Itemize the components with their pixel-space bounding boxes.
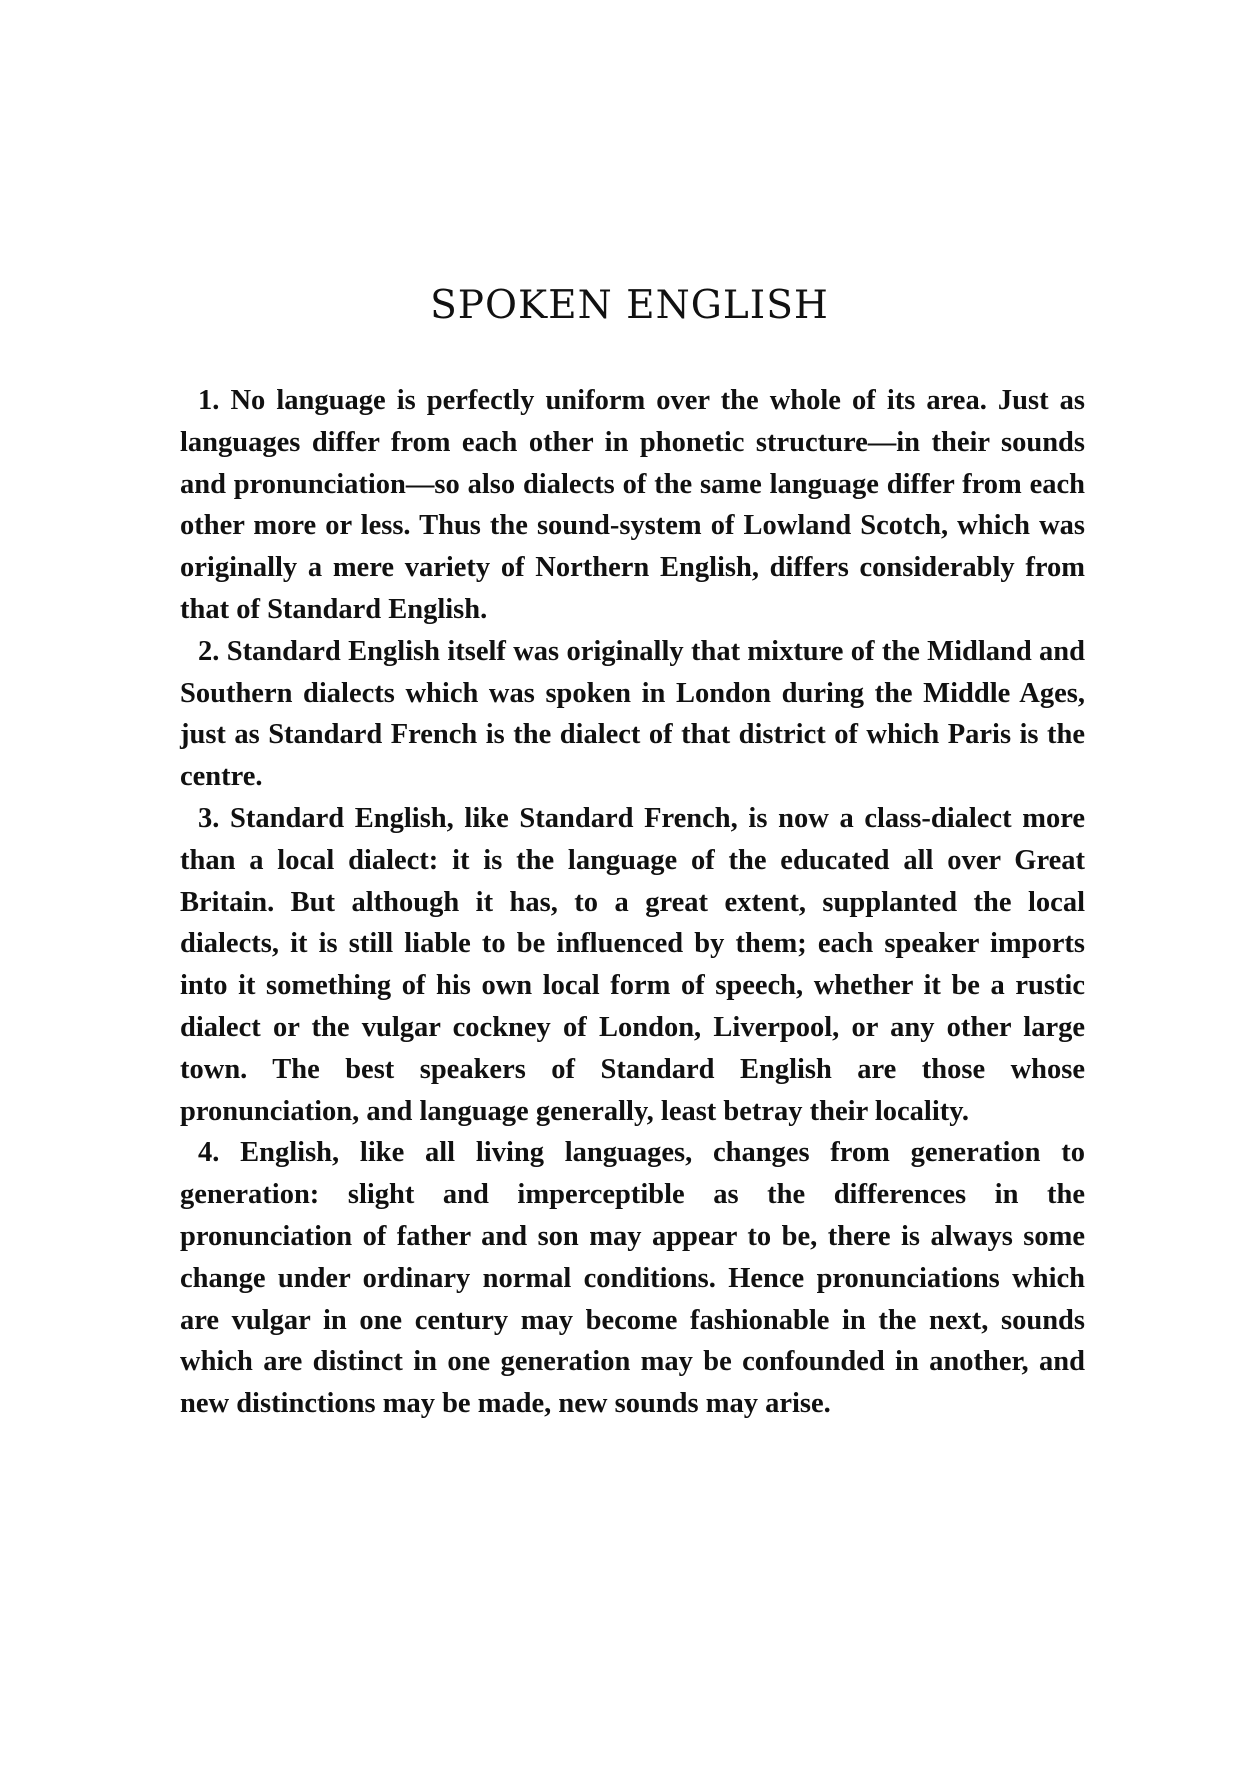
paragraph-text: No language is perfectly uniform over the whole of its area. Just as languages differ from each other in phonetic structure—in their sounds and pronunciation—so also dialects of the same language differ from each other more or less. Thus the sound-system of Lowland Scotch, which was originally a mere variety of Northern English, differs considerably from that of Standard English. bbox=[180, 385, 1085, 625]
body-text bbox=[180, 380, 1085, 1425]
paragraph-text: Standard English, like Standard French, is now a class-dialect more than a local dialect: it is the language of the educated all over Great Britain. But although it has, to a great extent, supplanted the local dialects, it is still liable to be influenced by them; each speaker imports into it something of his own local form of speech, whether it be a rustic dialect or the vulgar cockney of London, Liverpool, or any other large town. The best speakers of Standard English are those whose pronunciation, and language generally, least betray their locality. bbox=[180, 802, 1086, 1127]
paragraph-number: 3. bbox=[198, 802, 220, 834]
paragraph-number: 2. bbox=[198, 635, 220, 667]
paragraph-2 bbox=[180, 631, 1085, 798]
paragraph-4 bbox=[180, 1132, 1085, 1425]
paragraph-text: Standard English itself was originally that mixture of the Midland and Southern dialects which was spoken in London during the Middle Ages, just as Standard French is the dialect of that district of which Paris is the centre. bbox=[180, 635, 1086, 793]
paragraph-number: 4. bbox=[198, 1137, 220, 1169]
paragraph-1 bbox=[180, 380, 1085, 631]
paragraph-3 bbox=[180, 798, 1085, 1132]
page-title: SPOKEN ENGLISH bbox=[430, 283, 829, 328]
paragraph-text: English, like all living languages, changes from generation to generation: slight and imperceptible as the differences in the pronunciation of father and son may appear to be, there is always some change under ordinary normal conditions. Hence pronunciations which are vulgar in one century may become fashionable in the next, sounds which are distinct in one generation may be confounded in another, and new distinctions may be made, new sounds may arise. bbox=[180, 1137, 1085, 1420]
paragraph-number: 1. bbox=[198, 385, 220, 416]
